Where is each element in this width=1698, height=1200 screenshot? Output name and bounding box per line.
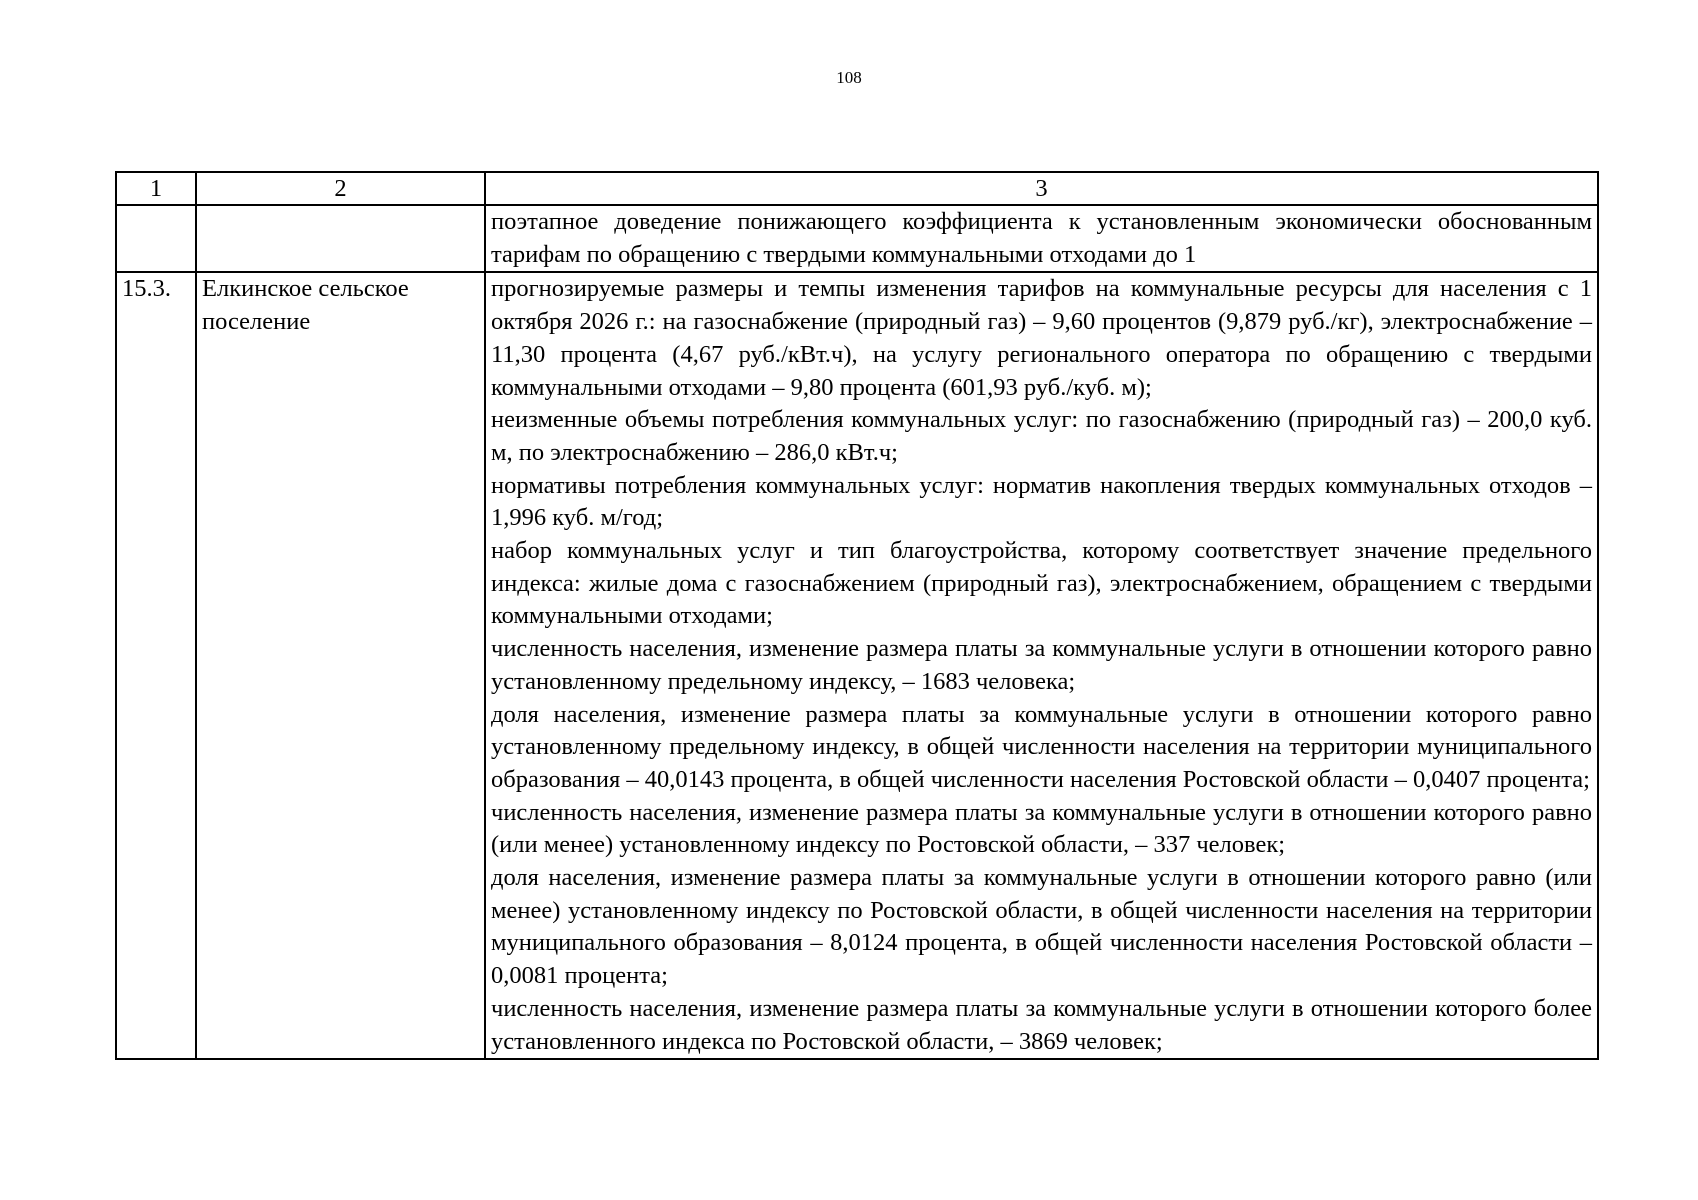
paragraph-population-equal-limit: численность населения, изменение размера платы за коммунальные услуги в отношении которого равно установленному предельному индексу, – 1683 человека; xyxy=(491,635,1592,695)
header-cell-3: 3 xyxy=(485,172,1598,205)
continuation-row xyxy=(116,205,1598,272)
paragraph-tariff-forecast: прогнозируемые размеры и темпы изменения тарифов на коммунальные ресурсы для населения с 1 октября 2026 г.: на газоснабжение (природный газ) – 9,60 процентов (9,879 руб./кг), электроснабжение – 11,30 процента (4,67 руб./кВт.ч), на услугу регионального оператора по обращению с твердыми коммунальными отходами – 9,80 процента (601,93 руб./куб. м); xyxy=(491,275,1592,401)
continuation-text-cell: поэтапное доведение понижающего коэффициента к установленным экономически обоснованным тарифам по обращению с твердыми коммунальными отходами до 1 xyxy=(485,205,1598,272)
paragraph-population-above: численность населения, изменение размера платы за коммунальные услуги в отношении которого более установленного индекса по Ростовской области, – 3869 человек; xyxy=(491,994,1592,1055)
continuation-settlement-cell xyxy=(196,205,485,272)
row-content-cell xyxy=(485,272,1598,1059)
page-number: 108 xyxy=(836,68,862,87)
paragraph-share-equal-limit: доля населения, изменение размера платы за коммунальные услуги в отношении которого равно установленному предельному индексу, в общей численности населения на территории муниципального образования – 40,0143 процента, в общей численности населения Ростовской области – 0,0407 процента; xyxy=(491,700,1592,793)
paragraph-consumption-volumes: неизменные объемы потребления коммунальных услуг: по газоснабжению (природный газ) – 200,0 куб. м, по электроснабжению – 286,0 кВт.ч; xyxy=(491,406,1592,466)
table-row xyxy=(116,272,1598,1059)
data-table xyxy=(115,171,1599,1060)
paragraph-services-set: набор коммунальных услуг и тип благоустройства, которому соответствует значение предельного индекса: жилые дома с газоснабжением (природный газ), электроснабжением, обращением с твердыми коммунальными отходами; xyxy=(491,537,1592,630)
continuation-number-cell xyxy=(116,205,196,272)
settlement-name-cell: Елкинское сельское поселение xyxy=(196,272,485,1059)
paragraph-population-equal-or-less: численность населения, изменение размера платы за коммунальные услуги в отношении которого равно (или менее) установленному индексу по Ростовской области, – 337 человек; xyxy=(491,798,1592,859)
table-header-row xyxy=(116,172,1598,205)
header-cell-1: 1 xyxy=(116,172,196,205)
header-cell-2: 2 xyxy=(196,172,485,205)
paragraph-share-equal-or-less: доля населения, изменение размера платы за коммунальные услуги в отношении которого равно (или менее) установленному индексу по Ростовской области, в общей численности населения на территории муниципального образования – 8,0124 процента, в общей численности населения Ростовской области – 0,0081 процента; xyxy=(491,864,1592,990)
paragraph-consumption-norms: нормативы потребления коммунальных услуг: норматив накопления твердых коммунальных отходов – 1,996 куб. м/год; xyxy=(491,471,1592,532)
row-number-cell: 15.3. xyxy=(116,272,196,1059)
